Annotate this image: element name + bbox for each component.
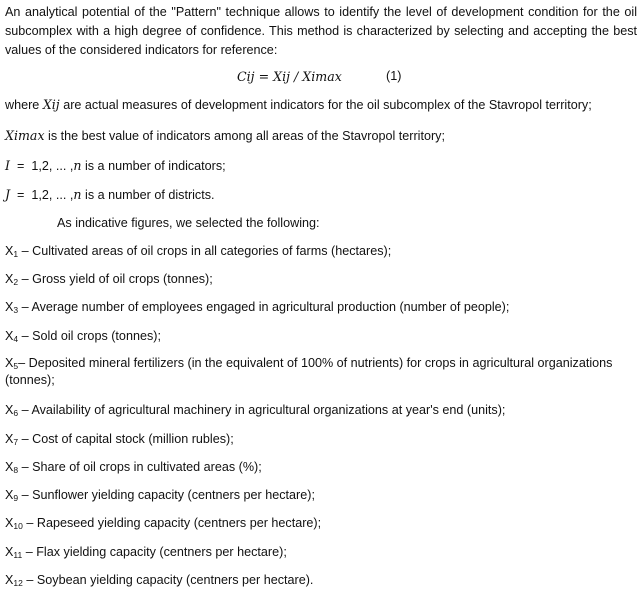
indicator-subscript: 3 [13, 305, 19, 315]
indicator-text: – Deposited mineral fertilizers (in the equivalent of 100% of nutrients) for crops in agricultural organizations (tonnes); [5, 356, 613, 387]
indicator-item [5, 298, 637, 317]
indicator-text: – Average number of employees engaged in agricultural production (number of people); [18, 300, 510, 314]
indicator-x-letter: X [5, 244, 14, 258]
indicator-text: – Flax yielding capacity (centners per hectare); [22, 545, 287, 559]
j-text: is a number of districts. [81, 188, 215, 202]
indicator-item [5, 486, 637, 505]
indicator-x-letter: X [5, 356, 14, 370]
where-text: are actual measures of development indicators for the oil subcomplex of the Stavropol territory; [59, 98, 592, 112]
indicator-text: – Share of oil crops in cultivated areas (%); [18, 460, 262, 474]
indicator-item [5, 242, 637, 261]
indicator-item [5, 355, 637, 389]
indicator-text: – Cultivated areas of oil crops in all categories of farms (hectares); [18, 244, 392, 258]
indicator-x-letter: X [5, 272, 14, 286]
where-definition [5, 95, 637, 115]
indicator-item [5, 543, 637, 562]
indicator-subscript: 1 [13, 249, 19, 259]
indicator-item [5, 327, 637, 346]
j-range: = 1,2, ... , [10, 188, 74, 202]
where-prefix: where [5, 98, 43, 112]
indicator-subscript: 4 [13, 334, 19, 344]
indicator-subscript: 8 [13, 465, 19, 475]
indicator-item [5, 430, 637, 449]
j-symbol: J [5, 187, 11, 202]
indicator-item [5, 401, 637, 420]
indicator-subscript: 5 [13, 361, 19, 371]
i-range: = 1,2, ... , [9, 159, 74, 173]
indicator-subscript: 6 [13, 408, 19, 418]
xij-symbol: Xij [42, 97, 60, 112]
j-definition [5, 185, 637, 205]
indicator-text: – Sold oil crops (tonnes); [18, 329, 161, 343]
indicator-x-letter: X [5, 545, 14, 559]
indicator-item [5, 514, 637, 533]
indicative-heading: As indicative figures, we selected the following: [57, 216, 320, 230]
indicator-x-letter: X [5, 516, 14, 530]
equation-number: (1) [386, 69, 402, 83]
indicator-text: – Rapeseed yielding capacity (centners per hectare); [22, 516, 322, 530]
indicator-x-letter: X [5, 488, 14, 502]
indicator-subscript: 9 [13, 493, 19, 503]
indicator-x-letter: X [5, 300, 14, 314]
indicator-text: – Soybean yielding capacity (centners per hectare). [22, 573, 314, 587]
indicator-item [5, 270, 637, 289]
indicator-x-letter: X [5, 460, 14, 474]
indicator-subscript: 2 [13, 277, 19, 287]
indicator-x-letter: X [5, 432, 14, 446]
indicator-text: – Cost of capital stock (million rubles); [18, 432, 234, 446]
i-symbol: I [5, 158, 10, 173]
i-n-symbol: n [73, 158, 82, 173]
intro-paragraph: An analytical potential of the "Pattern" technique allows to identify the level of development condition for the oil subcomplex with a high degree of confidence. This method is characterized by selecting and accepting the best values of the considered indicators for reference: [5, 5, 637, 57]
indicator-subscript: 7 [13, 437, 19, 447]
indicator-subscript: 11 [13, 550, 23, 560]
indicator-x-letter: X [5, 573, 14, 587]
indicator-text: – Sunflower yielding capacity (centners per hectare); [18, 488, 315, 502]
equation-formula: Cij = Xij / Ximax [237, 69, 342, 84]
indicator-item [5, 571, 637, 590]
i-text: is a number of indicators; [81, 159, 226, 173]
i-definition [5, 156, 637, 176]
ximax-text: is the best value of indicators among all areas of the Stavropol territory; [44, 129, 445, 143]
indicator-x-letter: X [5, 403, 14, 417]
indicator-item [5, 458, 637, 477]
indicator-subscript: 10 [13, 521, 23, 531]
indicator-text: – Availability of agricultural machinery in agricultural organizations at year's end (units); [18, 403, 506, 417]
ximax-definition [5, 126, 637, 146]
j-n-symbol: n [73, 187, 82, 202]
indicator-text: – Gross yield of oil crops (tonnes); [18, 272, 213, 286]
indicator-x-letter: X [5, 329, 14, 343]
ximax-symbol: Ximax [5, 128, 45, 143]
indicator-subscript: 12 [13, 578, 23, 588]
